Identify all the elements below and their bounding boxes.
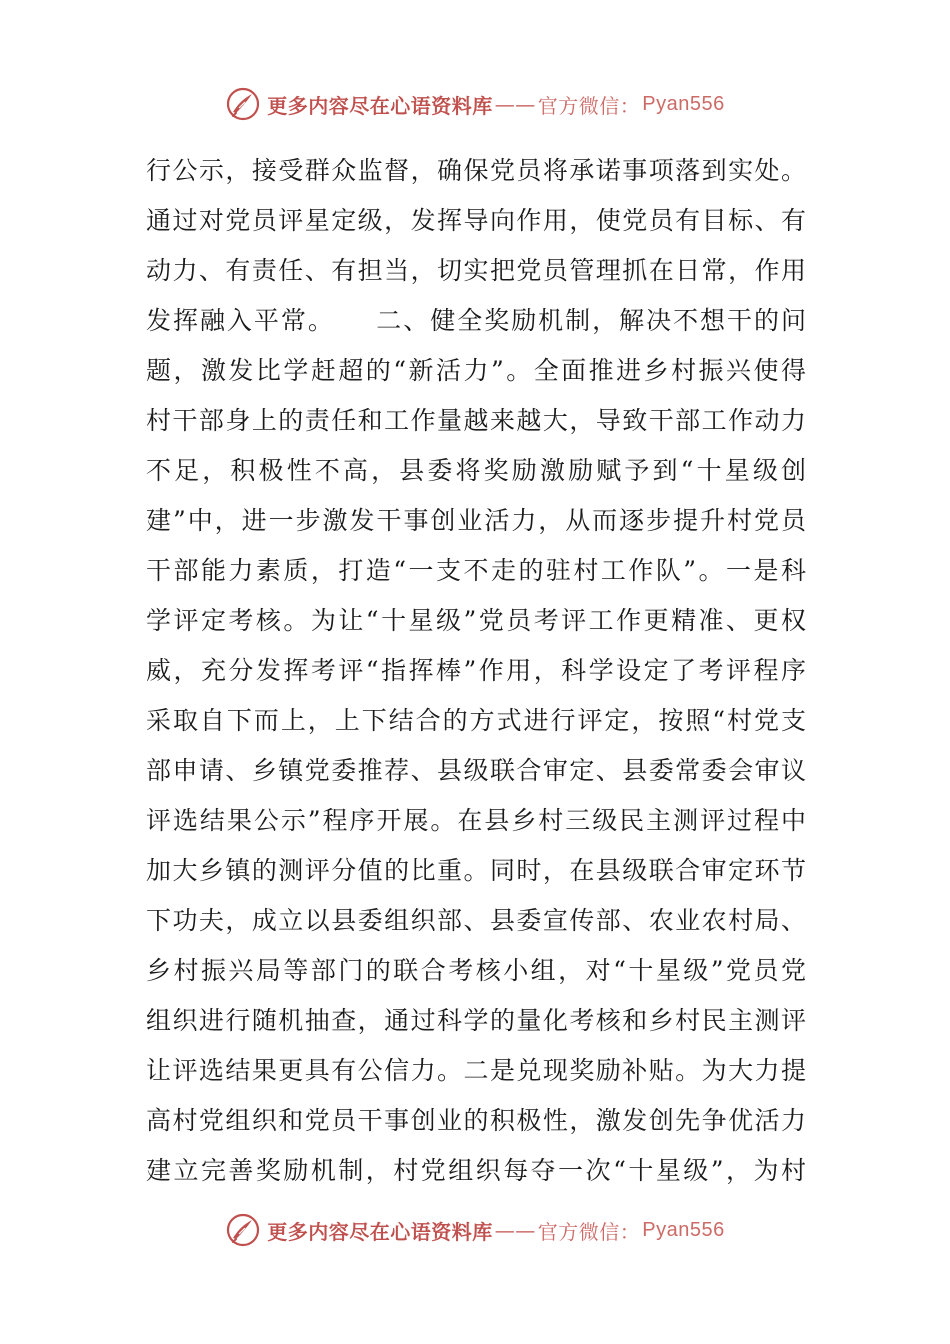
text-line: 村干部身上的责任和工作量越来越大，导致干部工作动力 — [146, 406, 806, 435]
text-line: 动力、有责任、有担当，切实把党员管理抓在日常，作用 — [146, 256, 806, 285]
text-line: 乡村振兴局等部门的联合考核小组，对“十星级”党员党 — [146, 956, 806, 985]
text-line: 评选结果公示”程序开展。在县乡村三级民主测评过程中 — [146, 806, 806, 835]
text-line: 干部能力素质，打造“一支不走的驻村工作队”。一是科 — [146, 556, 806, 585]
header-wechat-id: Pyan556 — [642, 92, 725, 115]
text-line: 高村党组织和党员干事创业的积极性，激发创先争优活力 — [146, 1106, 806, 1135]
footer-banner — [0, 1208, 950, 1252]
footer-dash: —— — [494, 1218, 536, 1242]
text-line: 让评选结果更具有公信力。二是兑现奖励补贴。为大力提 — [146, 1056, 806, 1085]
footer-text — [267, 1216, 724, 1245]
header-official-label: 官方微信： — [537, 93, 641, 118]
text-line: 组织进行随机抽查，通过科学的量化考核和乡村民主测评 — [146, 1006, 806, 1035]
text-line: 题，激发比学赶超的“新活力”。全面推进乡村振兴使得 — [146, 356, 806, 385]
footer-title: 更多内容尽在心语资料库 — [267, 1219, 493, 1244]
footer-official-label: 官方微信： — [537, 1219, 641, 1244]
text-line: 部申请、乡镇党委推荐、县级联合审定、县委常委会审议 — [146, 756, 806, 785]
text-line: 学评定考核。为让“十星级”党员考评工作更精准、更权 — [146, 606, 806, 635]
text-line: 不足，积极性不高，县委将奖励激励赋予到“十星级创 — [146, 456, 806, 485]
text-line: 建立完善奖励机制，村党组织每夺一次“十星级”，为村 — [146, 1156, 806, 1185]
text-line: 发挥融入平常。 二、健全奖励机制，解决不想干的问 — [146, 306, 806, 335]
header-dash: —— — [494, 92, 536, 116]
text-line: 建”中，进一步激发干事创业活力，从而逐步提升村党员 — [146, 506, 806, 535]
footer-wechat-id: Pyan556 — [642, 1218, 725, 1241]
document-body — [146, 146, 806, 1196]
pen-nib-logo-icon — [225, 1212, 261, 1248]
text-line: 加大乡镇的测评分值的比重。同时，在县级联合审定环节 — [146, 856, 806, 885]
header-banner — [0, 82, 950, 126]
text-line: 下功夫，成立以县委组织部、县委宣传部、农业农村局、 — [146, 906, 806, 935]
header-text — [267, 90, 724, 119]
text-line: 采取自下而上，上下结合的方式进行评定，按照“村党支 — [146, 706, 806, 735]
text-line: 通过对党员评星定级，发挥导向作用，使党员有目标、有 — [146, 206, 806, 235]
header-title: 更多内容尽在心语资料库 — [267, 93, 493, 118]
pen-nib-logo-icon — [225, 86, 261, 122]
text-line: 威，充分发挥考评“指挥棒”作用，科学设定了考评程序 — [146, 656, 806, 685]
text-line: 行公示，接受群众监督，确保党员将承诺事项落到实处。 — [146, 156, 806, 185]
